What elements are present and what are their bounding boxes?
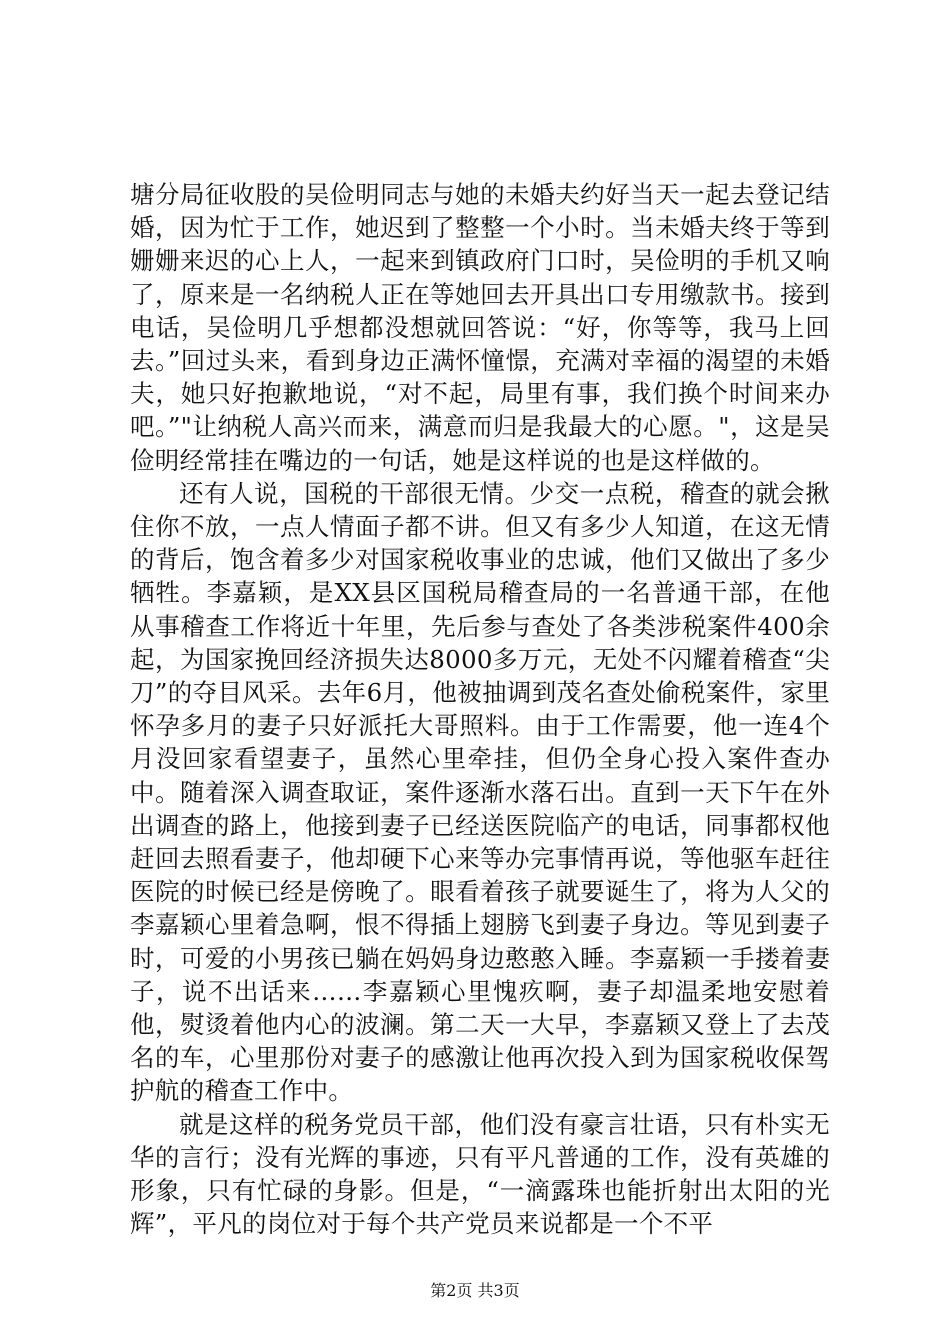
paragraph-2: 还有人说，国税的干部很无情。少交一点税，稽查的就会揪住你不放，一点人情面子都不讲。但又有多少人知道，在这无情的背后，饱含着多少对国家税收事业的忠诚，他们又做出了多少牺牲。李嘉颖，是XX县区国税局稽查局的一名普通干部，在他从事稽查工作将近十年里，先后参与查处了各类涉税案件400余起，为国家挽回经济损失达8000多万元，无处不闪耀着稽查“尖刀”的夺目风采。去年6月，他被抽调到茂名查处偷税案件，家里怀孕多月的妻子只好派托大哥照料。由于工作需要，他一连4个月没回家看望妻子，虽然心里牵挂，但仍全身心投入案件查办中。随着深入调查取证，案件逐渐水落石出。直到一天下午在外出调查的路上，他接到妻子已经送医院临产的电话，同事都权他赶回去照看妻子，他却硬下心来等办完事情再说，等他驱车赶往医院的时候已经是傍晚了。眼看着孩子就要诞生了，将为人父的李嘉颖心里着急啊，恨不得插上翅膀飞到妻子身边。等见到妻子时，可爱的小男孩已躺在妈妈身边憨憨入睡。李嘉颖一手搂着妻子，说不出话来……李嘉颖心里愧疚啊，妻子却温柔地安慰着他，熨烫着他内心的波澜。第二天一大早，李嘉颖又登上了去茂名的车，心里那份对妻子的感激让他再次投入到为国家税收保驾护航的稽查工作中。 xyxy=(130,478,831,1106)
paragraph-3: 就是这样的税务党员干部，他们没有豪言壮语，只有朴实无华的言行；没有光辉的事迹，只有平凡普通的工作，没有英雄的形象，只有忙碌的身影。但是，“一滴露珠也能折射出太阳的光辉”，平凡的岗位对于每个共产党员来说都是一个不平 xyxy=(130,1109,830,1239)
body-text xyxy=(130,178,830,1241)
paragraph-1: 塘分局征收股的吴俭明同志与她的未婚夫约好当天一起去登记结婚，因为忙于工作，她迟到了整整一个小时。当未婚夫终于等到姗姗来迟的心上人，一起来到镇政府门口时，吴俭明的手机又响了，原来是一名纳税人正在等她回去开具出口专用缴款书。接到电话，吴俭明几乎想都没想就回答说：“好，你等等，我马上回去。”回过头来，看到身边正满怀憧憬，充满对幸福的渴望的未婚夫，她只好抱歉地说，“对不起，局里有事，我们换个时间来办吧。”"让纳税人高兴而来，满意而归是我最大的心愿。"，这是吴俭明经常挂在嘴边的一句话，她是这样说的也是这样做的。 xyxy=(130,180,831,475)
page-footer: 第2页 共3页 xyxy=(430,1281,520,1300)
